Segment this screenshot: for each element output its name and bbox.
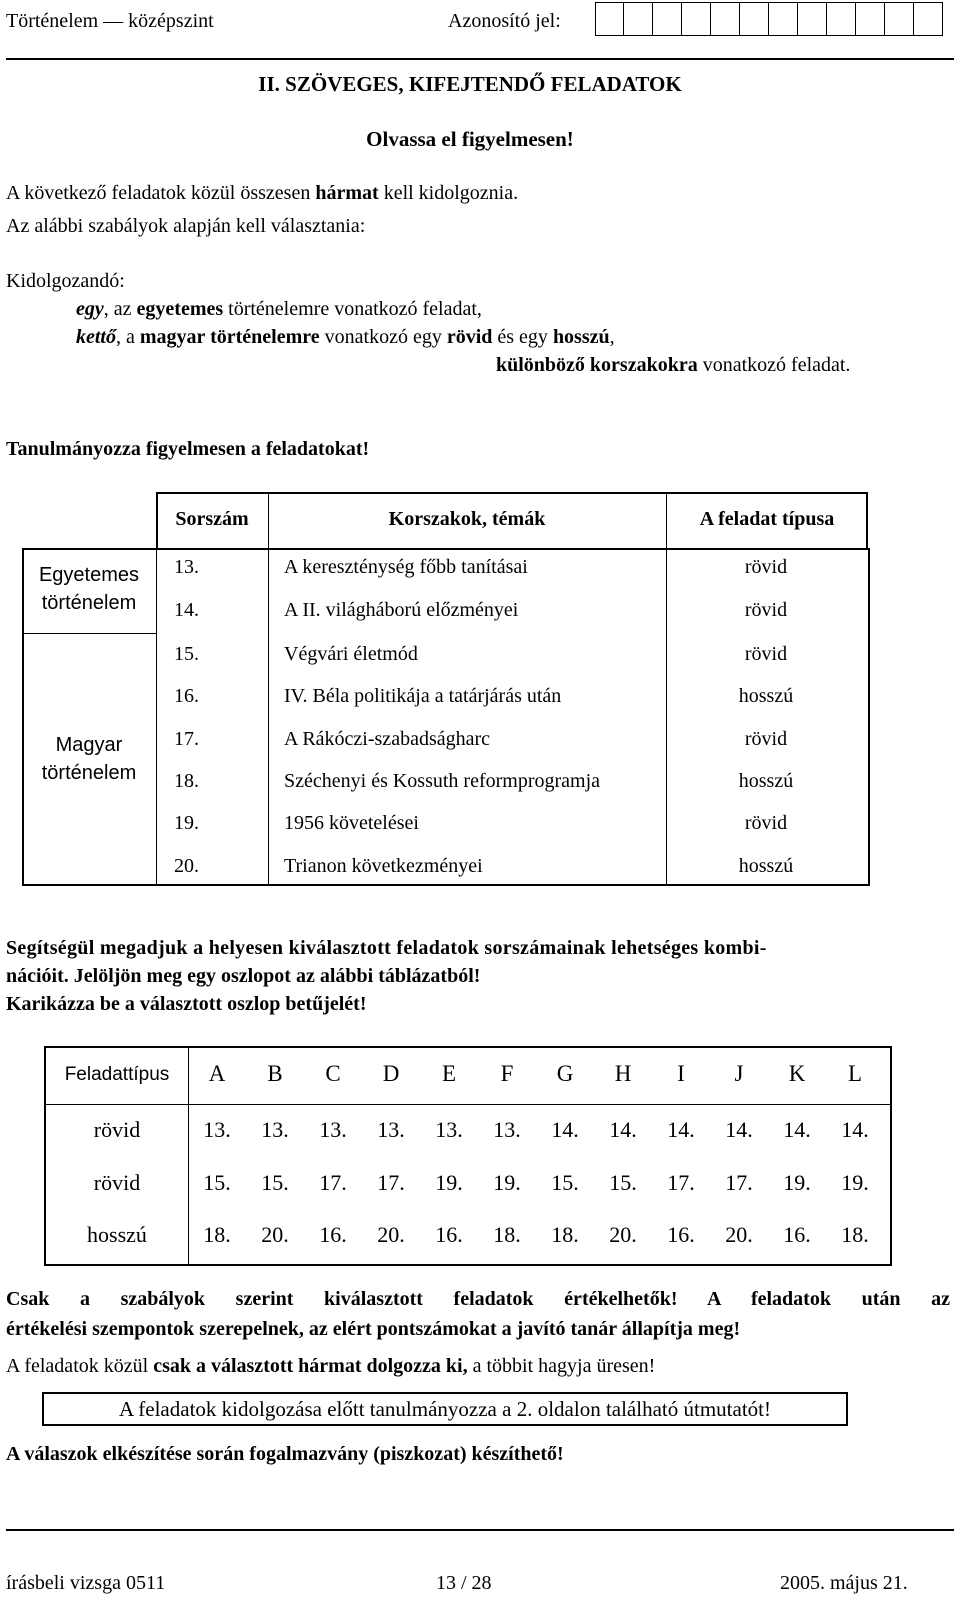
id-box[interactable] [885, 2, 914, 36]
topic-title: Végvári életmód [284, 643, 418, 665]
rule-universal: egy, az egyetemes történelemre vonatkozó feladat, [76, 298, 482, 320]
combo-cell: 18. [841, 1222, 869, 1247]
combo-column-letter[interactable]: I [677, 1061, 685, 1086]
group-universal-2: történelem [41, 592, 137, 614]
topic-title: A Rákóczi-szabadságharc [284, 728, 491, 750]
combo-cell: 14. [725, 1117, 753, 1142]
group-hungarian-2: történelem [41, 762, 137, 784]
topic-number: 14. [174, 599, 199, 621]
rules-line-1: Csak a szabályok szerint kiválasztott feladatok értékelhetők! A feladatok után az [6, 1288, 950, 1310]
id-box[interactable] [798, 2, 827, 36]
combo-cell: 16. [783, 1222, 811, 1247]
header-sorszam: Sorszám [175, 508, 249, 530]
topic-number: 18. [174, 770, 199, 792]
kidolgozando-label: Kidolgozandó: [6, 270, 125, 292]
combo-cell: 19. [841, 1170, 869, 1195]
combo-cell: 18. [203, 1222, 231, 1247]
help-line-2: nációit. Jelöljön meg egy oszlopot az alábbi táblázatból! [6, 965, 481, 987]
topic-title: Széchenyi és Kossuth reformprogramja [284, 770, 601, 792]
combo-column-letter[interactable]: C [325, 1061, 341, 1086]
combo-column-letter[interactable]: A [208, 1061, 226, 1086]
combo-cell: 15. [203, 1170, 231, 1195]
topic-type: hosszú [738, 855, 794, 877]
combo-column-letter[interactable]: H [614, 1061, 632, 1086]
topic-title: A II. világháború előzményei [284, 599, 519, 621]
combo-cell: 14. [667, 1117, 695, 1142]
combo-cell: 13. [493, 1117, 521, 1142]
combo-header-label: Feladattípus [64, 1064, 170, 1085]
combo-column-letter[interactable]: E [441, 1061, 457, 1086]
topic-table [22, 492, 870, 886]
id-box[interactable] [769, 2, 798, 36]
id-box[interactable] [740, 2, 769, 36]
combo-row-label: rövid [93, 1117, 141, 1142]
rules-line-2: értékelési szempontok szerepelnek, az elért pontszámokat a javító tanár állapítja meg! [6, 1318, 741, 1340]
combo-cell: 14. [783, 1117, 811, 1142]
combo-cell: 17. [667, 1170, 695, 1195]
topic-number: 19. [174, 812, 199, 834]
topic-type: hosszú [738, 685, 794, 707]
combo-cell: 13. [319, 1117, 347, 1142]
intro-line-2: Az alábbi szabályok alapján kell választania: [6, 215, 366, 237]
combo-cell: 13. [377, 1117, 405, 1142]
combo-column-letter[interactable]: J [734, 1061, 744, 1086]
combo-cell: 15. [551, 1170, 579, 1195]
id-box[interactable] [711, 2, 740, 36]
rule-different-eras: különböző korszakokra vonatkozó feladat. [496, 354, 851, 376]
combo-cell: 15. [261, 1170, 289, 1195]
id-box[interactable] [827, 2, 856, 36]
id-boxes [595, 2, 943, 36]
combo-column-letter[interactable]: B [267, 1061, 283, 1086]
id-label: Azonosító jel: [448, 10, 561, 32]
combo-cell: 18. [493, 1222, 521, 1247]
topic-number: 20. [174, 855, 199, 877]
combo-cell: 20. [725, 1222, 753, 1247]
topic-title: 1956 követelései [284, 812, 419, 834]
section-title: II. SZÖVEGES, KIFEJTENDŐ FELADATOK [258, 72, 682, 96]
combo-cell: 20. [609, 1222, 637, 1247]
help-line-1: Segítségül megadjuk a helyesen kiválasztott feladatok sorszámainak lehetséges kombi- [6, 937, 767, 959]
combo-cell: 17. [725, 1170, 753, 1195]
combo-cell: 14. [609, 1117, 637, 1142]
rule-hungarian: kettő, a magyar történelemre vonatkozó egy rövid és egy hosszú, [76, 326, 615, 348]
combo-cell: 14. [551, 1117, 579, 1142]
combo-cell: 13. [261, 1117, 289, 1142]
combo-cell: 14. [841, 1117, 869, 1142]
topic-number: 15. [174, 643, 199, 665]
combo-row-label: hosszú [87, 1222, 147, 1247]
topic-number: 13. [174, 556, 199, 578]
combo-cell: 16. [435, 1222, 463, 1247]
footer-date: 2005. május 21. [780, 1572, 908, 1594]
group-hungarian-1: Magyar [55, 734, 123, 756]
combo-cell: 16. [319, 1222, 347, 1247]
id-box[interactable] [856, 2, 885, 36]
combo-cell: 13. [203, 1117, 231, 1142]
combo-cell: 15. [609, 1170, 637, 1195]
combo-column-letter[interactable]: D [382, 1061, 400, 1086]
footer-divider [6, 1529, 954, 1531]
read-carefully: Olvassa el figyelmesen! [366, 127, 574, 151]
header-subject: Történelem — középszint [6, 10, 214, 32]
combo-cell: 17. [319, 1170, 347, 1195]
combo-cell: 13. [435, 1117, 463, 1142]
combo-cell: 19. [493, 1170, 521, 1195]
topic-type: rövid [744, 812, 788, 834]
help-line-3: Karikázza be a választott oszlop betűjelét! [6, 993, 367, 1015]
id-box[interactable] [914, 2, 943, 36]
footer-left: írásbeli vizsga 0511 [6, 1572, 166, 1594]
combo-cell: 18. [551, 1222, 579, 1247]
combo-column-letter[interactable]: L [847, 1061, 863, 1086]
combo-cell: 20. [261, 1222, 289, 1247]
only-three-line: A feladatok közül csak a választott hármat dolgozza ki, a többit hagyja üresen! [6, 1355, 656, 1377]
footer-page: 13 / 28 [436, 1572, 492, 1594]
topic-type: rövid [744, 556, 788, 578]
header-task-type: A feladat típusa [699, 508, 835, 530]
combo-cell: 17. [377, 1170, 405, 1195]
intro-line-1: A következő feladatok közül összesen hármat kell kidolgoznia. [6, 182, 519, 204]
header-topics: Korszakok, témák [388, 508, 546, 530]
id-box[interactable] [682, 2, 711, 36]
combo-cell: 20. [377, 1222, 405, 1247]
topic-number: 16. [174, 685, 199, 707]
study-tasks: Tanulmányozza figyelmesen a feladatokat! [6, 438, 370, 460]
topic-type: rövid [744, 599, 788, 621]
combo-cell: 19. [435, 1170, 463, 1195]
group-universal-1: Egyetemes [38, 564, 140, 586]
combo-column-letter[interactable]: G [556, 1061, 574, 1086]
topic-title: IV. Béla politikája a tatárjárás után [284, 685, 562, 707]
topic-number: 17. [174, 728, 199, 750]
id-box[interactable] [624, 2, 653, 36]
combo-row-label: rövid [93, 1170, 141, 1195]
topic-type: rövid [744, 728, 788, 750]
combo-cell: 16. [667, 1222, 695, 1247]
combo-column-letter[interactable]: K [788, 1061, 806, 1086]
id-box[interactable] [653, 2, 682, 36]
topic-title: A kereszténység főbb tanításai [284, 556, 528, 578]
combo-cell: 19. [783, 1170, 811, 1195]
draft-note: A válaszok elkészítése során fogalmazvány (piszkozat) készíthető! [6, 1443, 564, 1465]
combo-column-letter[interactable]: F [500, 1061, 514, 1086]
header-divider [6, 58, 954, 60]
topic-title: Trianon következményei [284, 855, 483, 877]
topic-type: rövid [744, 643, 788, 665]
id-box[interactable] [595, 2, 624, 36]
instruction-note-box: A feladatok kidolgozása előtt tanulmányozza a 2. oldalon található útmutatót! [42, 1392, 848, 1426]
combination-table [44, 1046, 892, 1266]
topic-type: hosszú [738, 770, 794, 792]
